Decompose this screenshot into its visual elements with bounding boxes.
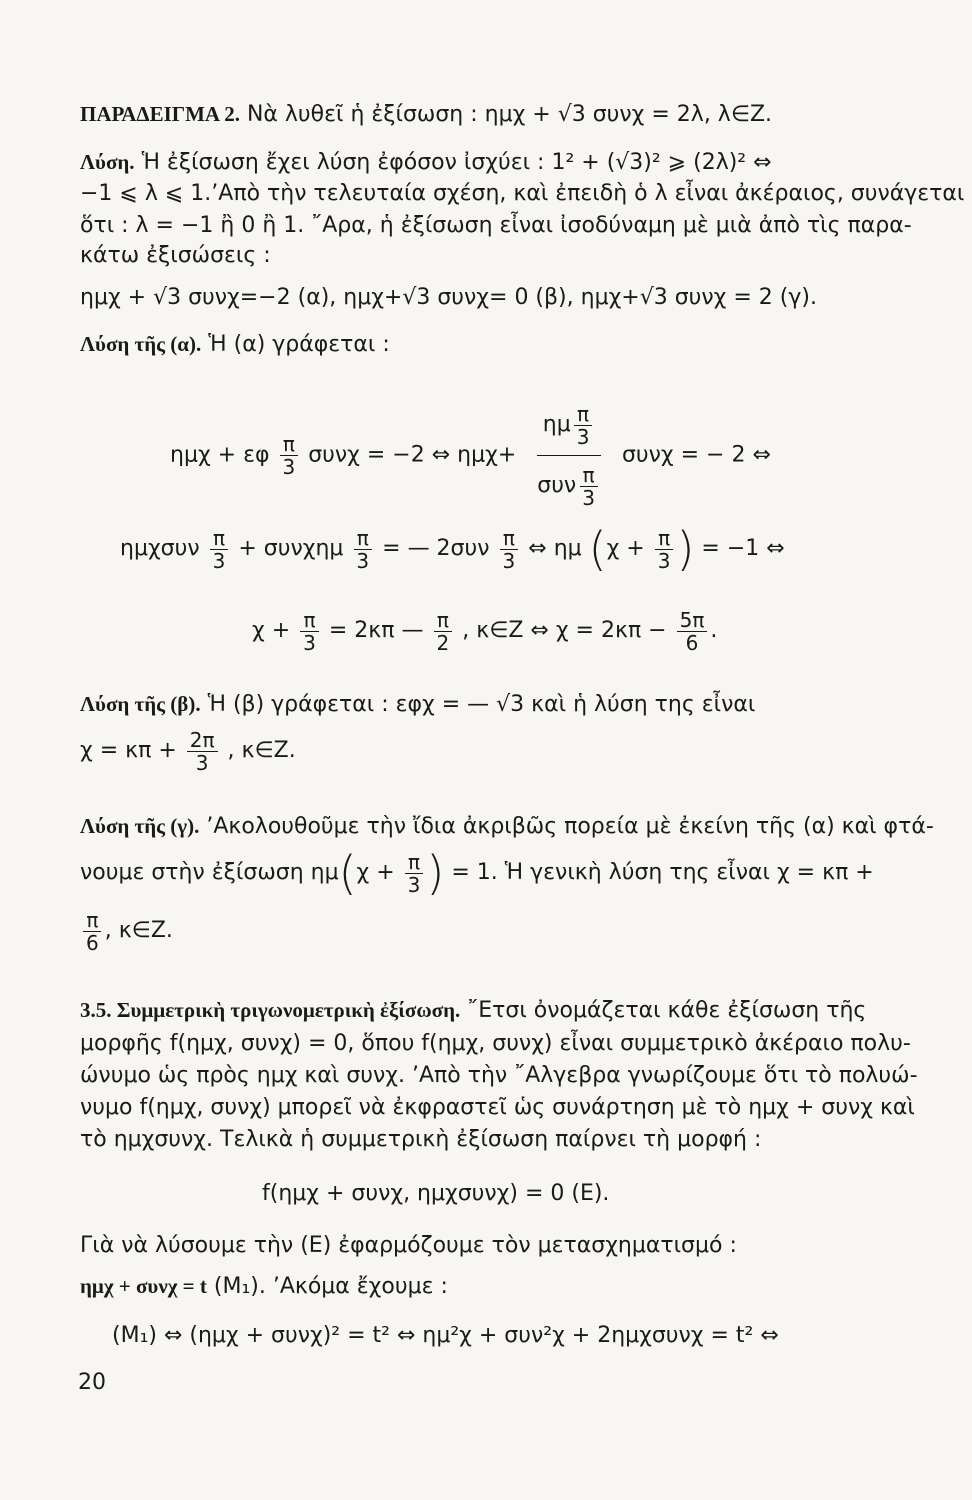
frac-num: π [434, 609, 452, 632]
frac-den: 3 [356, 548, 370, 573]
pi-over-3-fraction [300, 609, 319, 654]
frac-den: 6 [685, 630, 699, 655]
solution-a-label: Λύση τῆς (α). [80, 332, 202, 356]
pi-over-3-fraction [500, 527, 519, 572]
equation-a3: χ + $\frac{\pi}{3}$ = 2κπ — $\frac{\pi}{2}$ , κ∈Z ⇔ χ = 2κπ − $\frac{5\pi}{6}$ . [252, 607, 718, 655]
frac-den: 3 [407, 872, 421, 897]
example-title: ΠΑΡΑΔΕΙΓΜΑ 2. [80, 102, 240, 126]
pi-over-3-fraction [210, 527, 229, 572]
frac-den: 3 [303, 630, 316, 655]
solution-line-1 [80, 148, 772, 177]
solution-a-text: Ἡ (α) γράφεται : [208, 332, 390, 357]
frac-den: 3 [657, 548, 671, 573]
frac-den: 3 [576, 424, 590, 449]
frac-num: π [83, 909, 101, 932]
eq-a2-b: + συνχημ [238, 536, 344, 561]
eq-a2-a: ημχσυν [120, 536, 200, 561]
equation-a1 [170, 395, 771, 516]
solution-b-equation [80, 726, 296, 776]
frac-num: π [405, 851, 423, 874]
example-statement: Νὰ λυθεῖ ἡ ἐξίσωση : ημχ + √3 συνχ = 2λ, λ∈Z. [246, 102, 773, 127]
frac-num: π [574, 403, 592, 426]
frac-den: 3 [212, 548, 226, 573]
eq-a2-d: ⇔ ημ [528, 536, 582, 561]
frac-num: π [354, 527, 372, 550]
transformation-m1 [80, 1272, 448, 1301]
left-paren: ( [588, 522, 607, 576]
frac-num: π [300, 609, 318, 632]
solution-g-text-1: ’Ακολουθοῦμε τὴν ἴδια ἀκριβῶς πορεία μὲ ἐκείνη τῆς (α) καὶ φτά- [206, 814, 934, 839]
pi-over-3-fraction [405, 851, 424, 896]
solution-line-2: −1 ⩽ λ ⩽ 1.’Απὸ τὴν τελευταία σχέση, καὶ ἐπειδὴ ὁ λ εἶναι ἀκέραιος, συνάγεται [80, 181, 965, 206]
frac-num: π [210, 527, 228, 550]
frac-num: π [580, 464, 598, 487]
right-paren: ) [426, 846, 445, 900]
pi-over-2-fraction [434, 609, 453, 654]
pi-over-3-fraction [353, 527, 372, 572]
solution-b-label: Λύση τῆς (β). [80, 692, 201, 716]
2pi-over-3-fraction [187, 729, 218, 774]
eq-a2-e: χ + [606, 536, 645, 561]
den-pi-fraction [579, 464, 598, 509]
eq-a2-f: = −1 ⇔ [701, 536, 785, 561]
section-line-2: μορφῆς f(ημχ, συνχ) = 0, ὅπου f(ημχ, συνχ) εἶναι συμμετρικὸ ἀκέραιο πολυ- [80, 1031, 911, 1056]
solution-g-line-3 [80, 906, 173, 956]
frac-den: 6 [86, 930, 99, 955]
page-number: 20 [78, 1370, 106, 1395]
frac-den: 3 [502, 548, 516, 573]
5pi-over-6-fraction [677, 609, 708, 654]
den-func: συν [537, 473, 577, 498]
compound-numerator [537, 395, 602, 456]
frac-den: 2 [436, 630, 450, 655]
section-line-5: τὸ ημχσυνχ. Τελικὰ ἡ συμμετρικὴ ἐξίσωση παίρνει τὴ μορφή : [80, 1127, 762, 1152]
solution-line-4: κάτω ἐξισώσεις : [80, 243, 271, 268]
solution-a-heading [80, 330, 390, 359]
eq-a1-mid: συνχ = −2 ⇔ ημχ+ [308, 442, 517, 468]
left-paren: ( [338, 846, 357, 900]
num-func: ημ [542, 412, 571, 437]
frac-num: 5π [677, 609, 708, 632]
section-line-4: νυμο f(ημχ, συνχ) μπορεῖ νὰ ἐκφραστεῖ ὡς συνάρτηση μὲ τὸ ημχ + συνχ καὶ [80, 1095, 915, 1120]
m1-definition: ημχ + συνχ = t [80, 1274, 207, 1298]
transformation-text: Γιὰ νὰ λύσουμε τὴν (Ε) ἐφαρμόζουμε τὸν μετασχηματισμό : [80, 1233, 737, 1258]
m1-rest: (M₁). ’Ακόμα ἔχουμε : [213, 1274, 448, 1299]
frac-num: π [500, 527, 518, 550]
sol-b-eq2: , κ∈Z. [227, 738, 296, 763]
frac-num: 2π [187, 729, 218, 752]
section-title: 3.5. Συμμετρικὴ τριγωνομετρικὴ ἐξίσωση. [80, 998, 461, 1022]
solution-g-heading [80, 812, 934, 841]
section-heading [80, 996, 866, 1025]
eq-a3-a: χ + [252, 618, 291, 643]
num-pi-fraction [574, 403, 593, 448]
equation-E: f(ημχ + συνχ, ημχσυνχ) = 0 (E). [262, 1181, 610, 1206]
frac-num: π [280, 433, 298, 456]
example-heading [80, 100, 772, 129]
frac-den: 3 [582, 485, 595, 510]
sol-g-l2c: = 1. Ἡ γενικὴ λύση της εἶναι χ = κπ + [451, 860, 874, 885]
equations-abg: ημχ + √3 συνχ=−2 (α), ημχ+√3 συνχ= 0 (β), ημχ+√3 συνχ = 2 (γ). [80, 285, 817, 310]
pi-over-6-fraction [83, 909, 102, 954]
sol-g-l3: , κ∈Z. [104, 918, 173, 943]
eq-a3-c: , κ∈Z ⇔ χ = 2κπ − [462, 618, 667, 643]
solution-label: Λύση. [80, 150, 135, 174]
sol-g-l2a: νουμε στὴν ἐξίσωση ημ [80, 860, 339, 885]
solution-b-heading [80, 690, 755, 719]
solution-g-line-2 [80, 848, 874, 898]
solution-g-label: Λύση τῆς (γ). [80, 814, 200, 838]
compound-denominator [531, 456, 607, 516]
eq-a1-right: συνχ = − 2 ⇔ [621, 442, 771, 468]
eq-a1-left: ημχ + εφ [170, 442, 270, 468]
equation-a2 [120, 524, 785, 574]
pi-over-3-fraction [279, 433, 298, 478]
section-line-3: ώνυμο ὡς πρὸς ημχ καὶ συνχ. ’Απὸ τὴν ῎Αλγεβρα γνωρίζουμε ὅτι τὸ πολυώ- [80, 1063, 918, 1088]
eq-a2-c: = — 2συν [382, 536, 490, 561]
sol-g-l2b: χ + [356, 860, 395, 885]
frac-num: π [655, 527, 673, 550]
sol-b-eq1: χ = κπ + [80, 738, 177, 763]
sin-over-cos-fraction [531, 395, 607, 516]
frac-den: 3 [195, 750, 209, 775]
pi-over-3-fraction [655, 527, 674, 572]
frac-den: 3 [282, 455, 296, 479]
section-text-1: ῎Ετσι ὀνομάζεται κάθε ἐξίσωση τῆς [467, 998, 867, 1023]
solution-text-1: Ἡ ἐξίσωση ἔχει λύση ἐφόσον ἰσχύει : 1² + (√3)² ⩾ (2λ)² ⇔ [141, 150, 772, 175]
eq-a3-b: = 2κπ — [328, 618, 424, 643]
solution-line-3: ὅτι : λ = −1 ἢ 0 ἢ 1. ῎Αρα, ἡ ἐξίσωση εἶναι ἰσοδύναμη μὲ μιὰ ἀπὸ τὶς παρα- [80, 213, 912, 238]
solution-b-text: Ἡ (β) γράφεται : εφχ = — √3 καὶ ἡ λύση της εἶναι [207, 692, 756, 717]
right-paren: ) [676, 522, 695, 576]
m1-equation: (M₁) ⇔ (ημχ + συνχ)² = t² ⇔ ημ²χ + συν²χ + 2ημχσυνχ = t² ⇔ [112, 1323, 779, 1348]
